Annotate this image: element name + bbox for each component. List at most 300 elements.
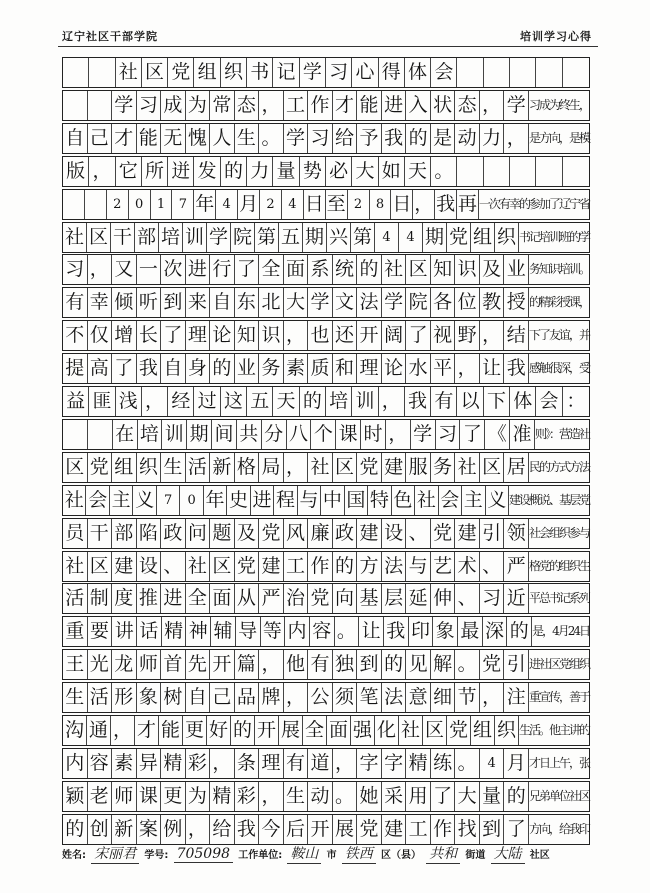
grid-cell: 须 [333, 683, 358, 712]
grid-cell: 开 [210, 650, 235, 679]
grid-cell: 法 [357, 288, 382, 317]
grid-cell: 作 [308, 91, 333, 120]
grid-cell: 识 [455, 255, 480, 284]
district-label: 区（县） [380, 850, 421, 861]
grid-cell: 2 [348, 190, 370, 219]
grid-cell: 会 [86, 486, 109, 515]
grid-cell: 推 [137, 584, 162, 613]
grid-cell: 组 [112, 453, 137, 482]
grid-cell: 必 [326, 157, 352, 186]
grid-cell: 月 [504, 749, 529, 778]
grid-cell: 记 [273, 58, 299, 87]
grid-cell: 分 [262, 420, 287, 449]
grid-cell: 面 [327, 716, 351, 745]
grid-cell: 学 [411, 420, 436, 449]
grid-cell: 的 [221, 157, 247, 186]
grid-cell: 素 [284, 354, 309, 383]
grid-cell: 了 [112, 354, 137, 383]
grid-cell: 党 [480, 650, 505, 679]
grid-cell: 、 [480, 552, 505, 581]
grid-cell: 匪 [89, 387, 115, 416]
grid-cell: 让 [480, 354, 505, 383]
grid-cell: 工 [284, 552, 309, 581]
grid-row [62, 320, 590, 351]
grid-cell: 教 [480, 288, 505, 317]
grid-cell: 容 [88, 749, 113, 778]
grid-cell: 有 [63, 288, 88, 317]
grid-cell: 时 [361, 420, 386, 449]
grid-cell: 发 [194, 157, 220, 186]
name-value: 宋丽君 [91, 843, 139, 864]
grid-cell: 视 [431, 321, 456, 350]
grid-cell: 会 [536, 387, 562, 416]
grid-cell: 给 [333, 124, 358, 153]
student-id-value: 705098 [174, 846, 233, 863]
grid-cell: 条 [235, 749, 260, 778]
grid-cell: 身 [186, 354, 211, 383]
grid-cell: 年 [204, 486, 227, 515]
grid-cell: 得 [379, 58, 405, 87]
grid-cell: 义 [486, 486, 509, 515]
grid-cell: 找 [455, 815, 480, 844]
grid-cell: 严 [504, 552, 529, 581]
grid-cell: 书 [247, 58, 273, 87]
grid-cell: 会 [431, 58, 457, 87]
grid-cell: 活 [186, 453, 211, 482]
grid-cell: 组 [471, 223, 495, 252]
grid-cell: 、 [406, 519, 431, 548]
grid-cell: 史 [227, 486, 250, 515]
grid-cell: 后 [284, 815, 309, 844]
grid-cell: 理 [357, 354, 382, 383]
grid-cell: ， [284, 453, 309, 482]
grid-cell: 学 [504, 91, 529, 120]
grid-cell: 社 [186, 552, 211, 581]
grid-cell: 有 [308, 650, 333, 679]
grid-cell: 陷 [137, 519, 162, 548]
grid-row [62, 485, 590, 516]
grid-cell: 品 [235, 683, 260, 712]
grid-cell: 道 [308, 749, 333, 778]
grid-cell: 下了友谊，并 [528, 328, 589, 343]
grid-cell: 引 [480, 519, 505, 548]
grid-cell: 国 [345, 486, 368, 515]
grid-cell: 工 [406, 815, 431, 844]
grid-cell: 师 [137, 650, 162, 679]
grid-cell: 我 [504, 354, 529, 383]
grid-cell: 延 [406, 584, 431, 613]
grid-cell: 结 [504, 321, 529, 350]
grid-cell: ： [566, 390, 586, 412]
grid-cell [88, 91, 113, 120]
grid-cell: 术 [455, 552, 480, 581]
grid-row [62, 57, 590, 88]
grid-cell: 不 [63, 321, 88, 350]
grid-cell: 己 [210, 683, 235, 712]
grid-row [62, 715, 590, 746]
grid-cell: 的 [210, 354, 235, 383]
grid-cell: 首 [161, 650, 186, 679]
grid-cell: ， [284, 683, 309, 712]
grid-cell: 建 [259, 552, 284, 581]
grid-cell: 1 [151, 190, 173, 219]
grid-cell: 愧 [186, 124, 211, 153]
grid-cell: 书记培训班的学 [518, 229, 589, 244]
grid-cell: 字 [382, 749, 407, 778]
grid-cell: 院 [231, 223, 255, 252]
grid-cell: 沟 [63, 716, 87, 745]
grid-cell: 笔 [357, 683, 382, 712]
grid-cell: 经 [168, 387, 194, 416]
grid-cell: 给 [210, 815, 235, 844]
grid-cell: 党 [431, 519, 456, 548]
grid-cell [510, 157, 536, 186]
grid-cell: 彩 [186, 749, 211, 778]
grid-cell: 全 [186, 584, 211, 613]
grid-cell: 树 [161, 683, 186, 712]
grid-cell: ， [88, 255, 113, 284]
grid-cell: 了 [235, 255, 260, 284]
grid-cell: 状 [431, 91, 456, 120]
grid-cell: 案 [137, 815, 162, 844]
grid-cell: 力 [480, 124, 505, 153]
grid-cell: 学 [284, 124, 309, 153]
grid-cell: 7 [157, 486, 180, 515]
grid-cell: 党 [357, 815, 382, 844]
grid-row [62, 419, 590, 450]
grid-cell: 。 [259, 124, 284, 153]
grid-cell: 例 [161, 815, 186, 844]
grid-row [62, 386, 590, 417]
grid-row [62, 156, 590, 187]
grid-cell: 质 [308, 354, 333, 383]
grid-cell: 学 [207, 223, 231, 252]
grid-cell: 生 [235, 124, 260, 153]
grid-cell: 区 [210, 552, 235, 581]
grid-cell: 与 [406, 552, 431, 581]
grid-cell: 长 [137, 321, 162, 350]
grid-cell: 务 [431, 453, 456, 482]
grid-cell: 入 [406, 91, 431, 120]
grid-cell: 工 [284, 91, 309, 120]
grid-cell: 解 [431, 650, 456, 679]
grid-cell: 习 [436, 420, 461, 449]
grid-cell: 、 [161, 552, 186, 581]
grid-cell: ， [284, 321, 309, 350]
grid-cell: 最 [458, 617, 483, 646]
grid-cell: 增 [112, 321, 137, 350]
grid-cell: 自 [210, 288, 235, 317]
grid-cell: 的精彩授课， [528, 295, 589, 310]
grid-cell: 日 [304, 190, 326, 219]
grid-cell: 层 [382, 584, 407, 613]
grid-cell: 社 [63, 552, 88, 581]
grid-cell: 为 [186, 91, 211, 120]
grid-cell: 新 [210, 453, 235, 482]
grid-cell: 八 [287, 420, 312, 449]
grid-cell: 近 [504, 584, 529, 613]
grid-row [62, 353, 590, 384]
grid-cell: 大 [284, 288, 309, 317]
grid-cell: 天 [273, 387, 299, 416]
grid-cell [457, 58, 483, 87]
grid-cell: 建 [455, 519, 480, 548]
grid-cell: 了 [504, 815, 529, 844]
grid-cell: 才 [333, 91, 358, 120]
grid-row [62, 518, 590, 549]
grid-cell: 听 [137, 288, 162, 317]
grid-cell: 从 [235, 584, 260, 613]
grid-cell [63, 58, 89, 87]
grid-cell: 期 [303, 223, 327, 252]
grid-cell: 的 [357, 255, 382, 284]
grid-cell: 有 [431, 387, 457, 416]
grid-cell: 社 [308, 453, 333, 482]
grid-cell: 知 [235, 321, 260, 350]
grid-cell: 的 [507, 617, 532, 646]
grid-cell: 用 [406, 782, 431, 811]
grid-cell: 要 [88, 617, 113, 646]
grid-cell: 次 [161, 255, 186, 284]
institution-header: 辽宁社区干部学院 [62, 30, 158, 43]
grid-cell: 学 [300, 58, 326, 87]
grid-cell: 我 [435, 190, 457, 219]
grid-cell: 的 [333, 552, 358, 581]
grid-cell [536, 58, 562, 87]
grid-row [62, 287, 590, 318]
grid-cell: 光 [88, 650, 113, 679]
grid-cell: 精 [162, 617, 187, 646]
grid-cell: 象 [137, 683, 162, 712]
grid-cell: 党 [259, 519, 284, 548]
street-value: 共和 [426, 843, 460, 864]
grid-cell: 精 [210, 782, 235, 811]
grid-cell: 特 [368, 486, 391, 515]
grid-cell: 象 [433, 617, 458, 646]
grid-cell: 也 [308, 321, 333, 350]
grid-cell: 义 [133, 486, 156, 515]
grid-cell: 印 [409, 617, 434, 646]
grid-cell: 态 [235, 91, 260, 120]
grid-cell: 习 [308, 124, 333, 153]
grid-cell: 更 [183, 716, 207, 745]
student-id-label: 学号: [144, 850, 169, 861]
grid-cell: 织 [137, 453, 162, 482]
grid-cell: 政 [333, 519, 358, 548]
work-unit-label: 工作单位: [238, 850, 283, 861]
grid-cell: 作 [431, 815, 456, 844]
grid-cell: 兄弟单位社区 [528, 788, 589, 803]
grid-cell: 区 [406, 255, 431, 284]
grid-cell: ， [379, 387, 405, 416]
grid-cell: 艺 [431, 552, 456, 581]
grid-cell: 会 [439, 486, 462, 515]
grid-cell: ， [333, 749, 358, 778]
grid-cell [536, 157, 562, 186]
grid-cell: 平总书记系列 [528, 591, 589, 606]
grid-cell: 第 [351, 223, 375, 252]
grid-cell: 文 [333, 288, 358, 317]
grid-cell: 王 [63, 650, 88, 679]
grid-cell: 重宣传，善于 [528, 690, 589, 705]
grid-cell: 和 [333, 354, 358, 383]
grid-cell: 篇 [235, 650, 260, 679]
grid-cell: 建设概说、基层党 [508, 492, 589, 507]
grid-cell: 各 [431, 288, 456, 317]
grid-cell: 进 [382, 91, 407, 120]
grid-cell: 建 [357, 519, 382, 548]
grid-cell: 区 [423, 716, 447, 745]
grid-cell: 过 [194, 387, 220, 416]
grid-cell: 人 [210, 124, 235, 153]
grid-cell: 还 [333, 321, 358, 350]
grid-cell: 心 [352, 58, 378, 87]
grid-cell: 7 [172, 190, 194, 219]
grid-cell: 才 [112, 124, 137, 153]
grid-cell: 领 [504, 519, 529, 548]
grid-cell: 今 [259, 815, 284, 844]
grid-cell: 期 [187, 420, 212, 449]
grid-cell: 习 [137, 91, 162, 120]
grid-cell: 是，4月24日 [532, 624, 589, 639]
grid-cell: 天 [405, 157, 431, 186]
grid-cell: 力 [247, 157, 273, 186]
grid-cell: 牌 [259, 683, 284, 712]
grid-cell: ， [210, 749, 235, 778]
grid-cell: 部 [112, 519, 137, 548]
grid-cell: 训 [162, 420, 187, 449]
grid-cell [89, 58, 115, 87]
grid-cell: 题 [210, 519, 235, 548]
grid-cell: 开 [308, 815, 333, 844]
grid-cell: 制 [88, 584, 113, 613]
grid-cell: ， [186, 815, 211, 844]
grid-cell: 4 [216, 190, 238, 219]
grid-cell: 进 [251, 486, 274, 515]
grid-cell: 活 [88, 683, 113, 712]
grid-cell: 伸 [431, 584, 456, 613]
grid-row [62, 551, 590, 582]
grid-cell: ， [259, 91, 284, 120]
grid-cell: ， [259, 650, 284, 679]
grid-cell: 学 [112, 91, 137, 120]
grid-cell: 来 [186, 288, 211, 317]
grid-cell [88, 420, 113, 449]
grid-cell: 党 [168, 58, 194, 87]
grid-cell: 一次有幸的参加了辽宁省 [478, 196, 589, 211]
grid-cell: 精 [406, 749, 431, 778]
grid-cell: 神 [186, 617, 211, 646]
grid-cell: 服 [406, 453, 431, 482]
grid-cell: 建 [382, 815, 407, 844]
grid-cell: ， [480, 321, 505, 350]
grid-cell: 方向，给我印 [528, 821, 589, 836]
city-value: 鞍山 [287, 843, 321, 864]
grid-cell: ， [480, 683, 505, 712]
grid-cell: 阔 [382, 321, 407, 350]
grid-cell: 习 [480, 584, 505, 613]
grid-cell: 程 [274, 486, 297, 515]
grid-cell: 面 [284, 255, 309, 284]
grid-cell: 创 [88, 815, 113, 844]
grid-cell: 业 [235, 354, 260, 383]
grid-cell: 面 [210, 584, 235, 613]
grid-cell: 大 [352, 157, 378, 186]
grid-cell: 东 [235, 288, 260, 317]
grid-cell [484, 58, 510, 87]
grid-cell: 区 [333, 453, 358, 482]
grid-row [62, 189, 590, 220]
grid-cell: 及 [480, 255, 505, 284]
grid-cell: 如 [379, 157, 405, 186]
grid-cell: 细 [431, 683, 456, 712]
grid-cell: 仅 [88, 321, 113, 350]
grid-cell: 北 [259, 288, 284, 317]
grid-cell: 干 [111, 223, 135, 252]
grid-cell: 益 [63, 387, 89, 416]
grid-cell: 社 [63, 223, 87, 252]
grid-cell: 准 [510, 420, 535, 449]
grid-cell: 的 [231, 716, 255, 745]
community-value: 大陆 [491, 843, 525, 864]
grid-cell: 中 [321, 486, 344, 515]
grid-cell: 是方向，是模 [528, 130, 589, 145]
grid-cell: 居 [504, 453, 529, 482]
grid-cell: 严 [259, 584, 284, 613]
grid-cell: 党 [308, 584, 333, 613]
grid-cell: 展 [333, 815, 358, 844]
grid-cell: 生 [63, 683, 88, 712]
grid-cell: 生 [161, 453, 186, 482]
grid-cell: 野 [455, 321, 480, 350]
grid-cell: 格党的组织生 [528, 558, 589, 573]
grid-cell: 4 [399, 223, 423, 252]
grid-cell: 字 [357, 749, 382, 778]
grid-cell: 自 [63, 124, 88, 153]
grid-cell: 个 [311, 420, 336, 449]
grid-cell: 势 [300, 157, 326, 186]
grid-cell: 幸 [88, 288, 113, 317]
grid-cell: 更 [161, 782, 186, 811]
grid-cell: 新 [112, 815, 137, 844]
grid-cell: 进 [186, 255, 211, 284]
grid-cell: 党 [447, 223, 471, 252]
grid-cell: 0 [180, 486, 203, 515]
grid-cell [63, 420, 88, 449]
grid-cell: 强 [351, 716, 375, 745]
grid-cell: 期 [423, 223, 447, 252]
grid-cell: 民的方式方法 [528, 459, 589, 474]
grid-cell: 独 [333, 650, 358, 679]
grid-cell: 浅 [116, 387, 142, 416]
grid-cell: 务 [259, 354, 284, 383]
grid-cell: 水 [406, 354, 431, 383]
grid-cell: 知 [431, 255, 456, 284]
grid-cell: 师 [112, 782, 137, 811]
grid-cell: 及 [235, 519, 260, 548]
grid-cell: 内 [63, 749, 88, 778]
grid-cell: 党 [235, 552, 260, 581]
grid-cell: 再 [457, 190, 479, 219]
city-label: 市 [326, 850, 337, 861]
grid-cell: 形 [112, 683, 137, 712]
grid-cell: 格 [235, 453, 260, 482]
grid-cell [484, 157, 510, 186]
grid-cell: 以 [457, 387, 483, 416]
grid-cell: 党 [447, 716, 471, 745]
grid-cell: 的 [300, 387, 326, 416]
grid-cell: 常 [210, 91, 235, 120]
